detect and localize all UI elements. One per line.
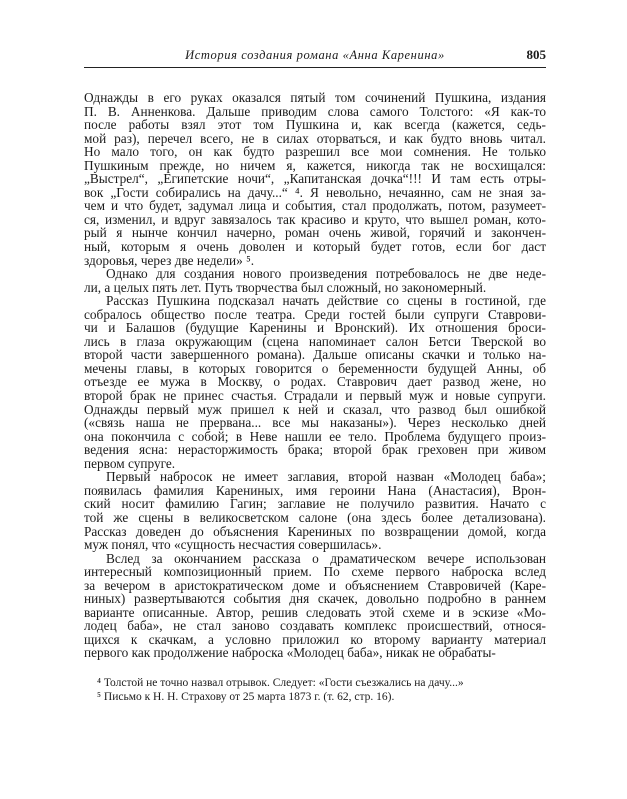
text-line: ский носит фамилию Гагин; заглавие не получило развития. Начато с	[84, 496, 546, 512]
text-line: Однажды в его руках оказался пятый том сочинений Пушкина, издания	[84, 90, 546, 105]
paragraph	[84, 91, 546, 267]
paragraph	[84, 294, 546, 470]
text-line: ведения ясна: нерасторжимость брака; второй брак греховен при живом	[84, 442, 546, 458]
text-line: ниных) развертываются события дня скачек, довольно подробно в раннем	[84, 591, 546, 607]
footnote-4: ⁴ Толстой не точно назвал отрывок. Следует: «Гости съезжались на дачу...»	[97, 677, 464, 689]
text-line: мечены главы, в которых говорится о беременности будущей Анны, об	[84, 360, 546, 376]
text-line: Однажды первый муж пришел к ней и сказал, что развод был ошибкой	[84, 401, 546, 417]
text-line: отъезде ее мужа в Москву, о родах. Ставрович дает развод жене, но	[84, 374, 546, 390]
text-line: рый я нынче кончил начерно, роман очень живой, горячий и закончен-	[84, 225, 546, 241]
text-line: ся, изменил, и вдруг завязалось так красиво и круто, что вышел роман, кото-	[84, 211, 546, 227]
text-line: вок „Гости собирались на дачу...“ ⁴. Я невольно, нечаянно, сам не зная за-	[84, 184, 546, 200]
text-line: здоровья, через две недели» ⁵.	[84, 252, 255, 268]
text-line: варианте описанные. Автор, решив следовать этой схеме и в эскизе «Мо-	[84, 604, 546, 620]
body-text	[84, 91, 546, 660]
text-line: первого как продолжение наброска «Молодец баба», никак не обрабаты-	[84, 645, 496, 661]
text-line: П. В. Анненкова. Дальше приводим слова самого Толстого: «Я как-то	[84, 103, 546, 119]
text-line: щихся к скачкам, а условно приложил ко второму варианту материал	[84, 631, 546, 647]
paragraph	[84, 552, 546, 660]
text-line: («связь наша не прервана... все мы наказаны»). Через несколько дней	[84, 415, 546, 431]
running-title: История создания романа «Анна Каренина»	[185, 48, 445, 62]
text-line: первом супруге.	[84, 455, 176, 471]
text-line: интересный композиционный прием. По схеме первого наброска вслед	[84, 564, 546, 580]
page-header	[84, 46, 546, 66]
text-line: после работы взял этот том Пушкина и, как всегда (кажется, седь-	[84, 117, 546, 133]
text-line: Однако для создания нового произведения потребовалось не две неде-	[106, 266, 546, 282]
text-line: чем и что будет, задумал лица и события, стал продолжать, потом, разумеет-	[84, 198, 546, 214]
text-line: Рассказ доведен до объяснения Карениных по возвращении домой, когда	[84, 523, 546, 539]
text-line: чи и Балашов (будущие Каренины и Вронский). Их отношения броси-	[84, 320, 546, 336]
text-line: второй брак не принес счастья. Страдали и первый муж и новые супруги.	[84, 388, 546, 404]
text-line: она покончила с собой; в Неве нашли ее тело. Проблема будущего произ-	[84, 428, 546, 444]
text-line: второй части завершенного романа). Дальше описаны скачки и только на-	[84, 347, 546, 363]
text-line: Пушкиным прежде, но ничем я, кажется, никогда так не восхищался:	[84, 157, 546, 173]
text-line: мой раз), перечел всего, не в силах оторваться, и как будто вновь читал.	[84, 130, 546, 146]
text-line: той же сцены в великосветском салоне (она здесь более детализована).	[84, 509, 546, 525]
text-line: за вечером в аристократическом доме и объяснением Ставровичей (Каре-	[84, 577, 546, 593]
text-line: появилась фамилия Карениных, имя героини Нана (Анастасия), Врон-	[84, 482, 546, 498]
text-line: Вслед за окончанием рассказа о драматическом вечере использован	[106, 550, 546, 566]
text-line: муж понял, что «сущность несчастия совершилась».	[84, 537, 382, 553]
text-line: Первый набросок не имеет заглавия, второй назван «Молодец баба»;	[106, 469, 546, 485]
footnote-5: ⁵ Письмо к Н. Н. Страхову от 25 марта 1873 г. (т. 62, стр. 16).	[97, 691, 395, 703]
text-line: лодец баба», не стал заново создавать комплекс происшествий, относя-	[84, 618, 546, 634]
text-line: ли, а целых пять лет. Путь творчества был сложный, но закономерный.	[84, 279, 487, 295]
text-line: Рассказ Пушкина подсказал начать действие со сцены в гостиной, где	[106, 293, 546, 309]
text-line: ный, которым я очень доволен и который будет готов, если бог даст	[84, 239, 546, 255]
text-line: лись в глаза окружающим (сцена напоминает салон Бетси Тверской во	[84, 333, 546, 349]
header-rule	[84, 67, 546, 68]
text-line: Но мало того, он как будто разрешил все мои сомнения. Не только	[84, 144, 546, 160]
footnotes	[97, 676, 537, 704]
paragraph	[84, 267, 546, 294]
text-line: „Выстрел“, „Египетские ночи“, „Капитанская дочка“!!! И там есть отры-	[84, 171, 546, 187]
paragraph	[84, 470, 546, 551]
page-number: 805	[526, 47, 546, 62]
text-line: собралось общество после театра. Среди гостей были супруги Ставрови-	[84, 306, 546, 322]
